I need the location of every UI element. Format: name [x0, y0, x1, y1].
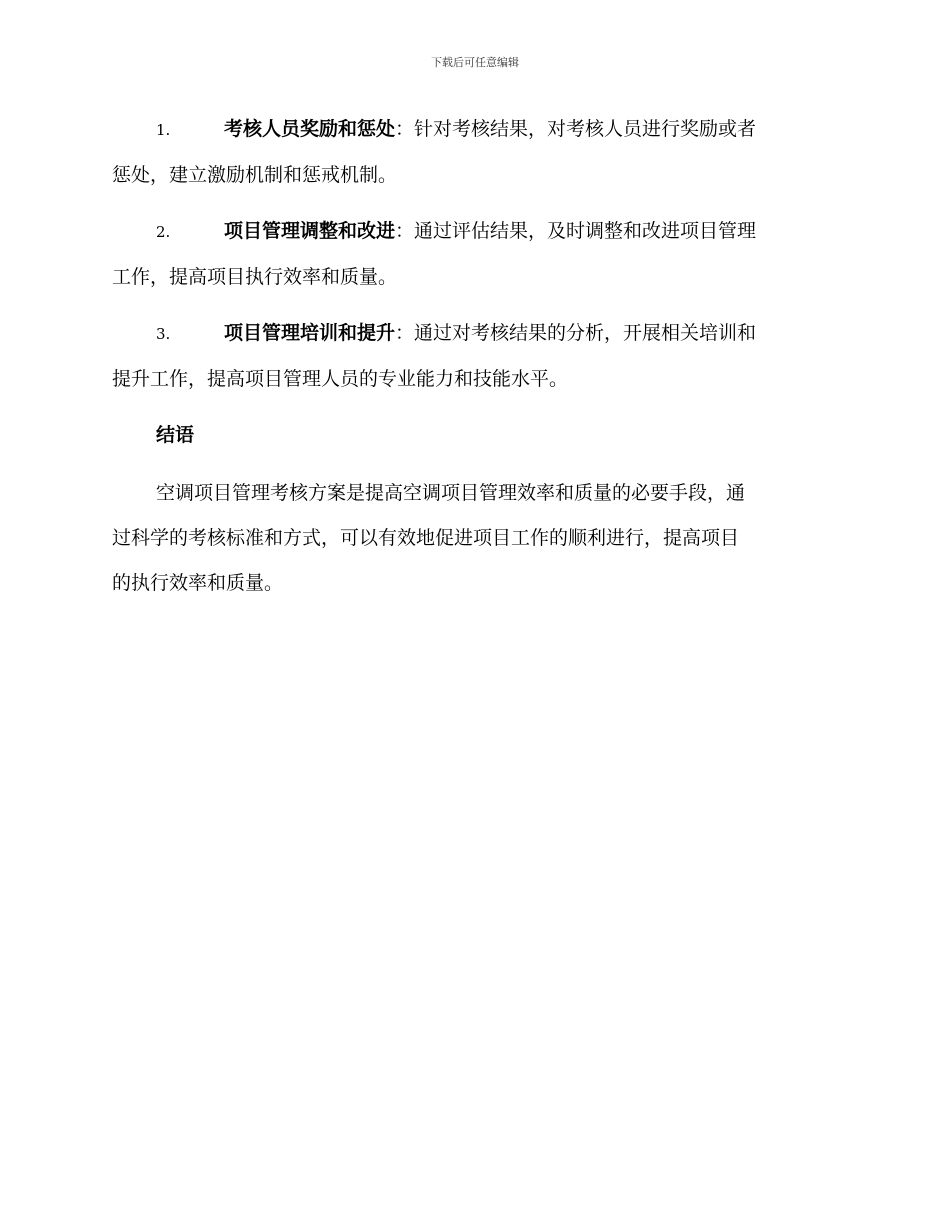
paragraph-line: 空调项目管理考核方案是提高空调项目管理效率和质量的必要手段，通 — [156, 482, 746, 504]
paragraph-line: 过科学的考核标准和方式，可以有效地促进项目工作的顺利进行，提高项目 — [112, 527, 740, 549]
list-item-separator: ： — [395, 220, 415, 242]
list-item-separator: ： — [395, 118, 415, 140]
list-item-second-line: 提升工作，提高项目管理人员的专业能力和技能水平。 — [112, 368, 569, 390]
header-note: 下载后可任意编辑 — [431, 56, 519, 69]
paragraph-line: 的执行效率和质量。 — [112, 572, 284, 594]
list-item-title: 项目管理调整和改进 — [224, 220, 396, 242]
list-number: 1. — [156, 121, 171, 139]
list-number: 3. — [156, 325, 171, 343]
list-item-2 — [112, 209, 838, 300]
list-item-first-line — [112, 209, 838, 255]
list-item-second-line: 工作，提高项目执行效率和质量。 — [112, 266, 398, 288]
list-item-text: 针对考核结果，对考核人员进行奖励或者 — [414, 118, 757, 140]
list-item-separator: ： — [395, 322, 415, 344]
list-item-3 — [112, 311, 838, 402]
list-item-text: 通过评估结果，及时调整和改进项目管理 — [414, 220, 757, 242]
list-item-first-line — [112, 311, 838, 357]
list-item-text: 通过对考核结果的分析，开展相关培训和 — [414, 322, 757, 344]
list-item-second-line: 惩处，建立激励机制和惩戒机制。 — [112, 164, 398, 186]
section-heading-conclusion: 结语 — [156, 424, 195, 446]
list-item-first-line — [112, 107, 838, 153]
list-item-1 — [112, 107, 838, 198]
conclusion-paragraph — [112, 471, 838, 606]
list-item-title: 项目管理培训和提升 — [224, 322, 396, 344]
list-item-title: 考核人员奖励和惩处 — [224, 118, 396, 140]
list-number: 2. — [156, 223, 171, 241]
